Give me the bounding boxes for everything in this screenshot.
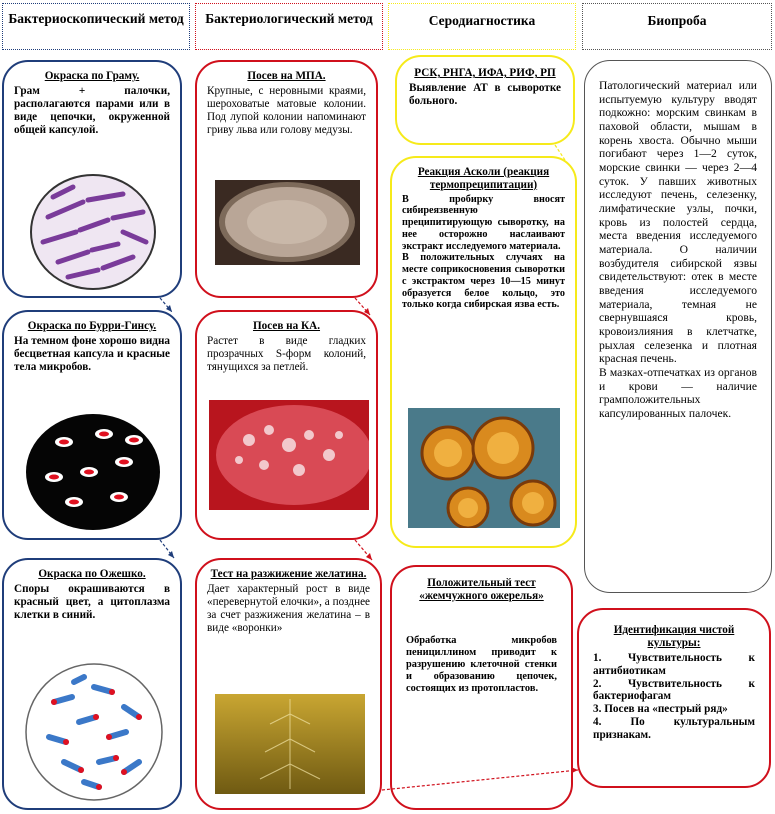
identification-item-2: 2. Чувствительность к бактериофагам	[593, 677, 755, 703]
mpa-text: Крупные, с неровными краями, шероховатые матовые колонии. Под лупой колонии напоминают гриву льва или голову медузы.	[207, 84, 366, 136]
mpa-title: Посев на МПА.	[247, 70, 326, 82]
burri-text: На темном фоне хорошо видна бесцветная капсула и красные тела микробов.	[14, 334, 170, 373]
ka-text: Растет в виде гладких прозрачных S-форм колоний, тянущихся за петлей.	[207, 334, 366, 373]
gelatin-text: Дает характерный рост в виде «перевернутой елочки», а позднее за счет разжижения желатина – в виде «воронки»	[207, 582, 370, 634]
bioassay-text-1: Патологический материал или испытуемую культуру вводят подкожно: морским свинкам в паховой области, мышам в корень хвоста. Обычно мыши погибают через 1—2 суток, морские свинки — через 2—4 суток. У павших животных исследуют печень, селезенку, лимфатические узлы, почки, кровь из полостей сердца, места введения исследуемого материала. О наличии возбудителя сибирской язвы свидетельствуют: отек в месте введения исследуемого материала, темная не свернувшаяся кровь, кровоизлияния в клетчатке, рыхлая селезенка и плотная красная печень.	[599, 79, 757, 366]
ascoli-text-2: В положительных случаях на месте соприкосновения сыворотки с экстрактом через 10—15 минут образуется белое кольцо, это только когда сибирская язва есть.	[402, 252, 565, 311]
header-serodiagnosis-label: Серодиагностика	[428, 13, 536, 28]
identification-item-4: 4. По культуральным признакам.	[593, 716, 755, 741]
pearl-text: Обработка микробов пенициллином приводит к разрушению клеточной стенки и образованию цепочек, состоящих из протопластов.	[406, 634, 557, 694]
ka-title: Посев на КА.	[252, 320, 321, 332]
ozheshko-title: Окраска по Ожешко.	[38, 568, 146, 580]
gelatin-title: Тест на разжижение желатина.	[210, 568, 367, 580]
gram-title: Окраска по Граму.	[44, 70, 140, 82]
header-bioassay-label: Биопроба	[647, 13, 707, 28]
burri-title: Окраска по Бурри-Гинсу.	[27, 320, 157, 332]
header-bacteriology-label: Бактериологический метод	[205, 11, 373, 26]
ozheshko-text: Споры окрашиваются в красный цвет, а цитоплазма клетки в синий.	[14, 582, 170, 621]
header-bacterioscopy-label: Бактериоскопический метод	[8, 11, 184, 26]
identification-item-1: 1. Чувствительность к антибиотикам	[593, 651, 755, 677]
sero-tests-text: Выявление АТ в сыворотке больного.	[409, 81, 561, 107]
sero-tests-title: РСК, РНГА, ИФА, РИФ, РП	[414, 67, 556, 79]
pearl-title: Положительный тест «жемчужного ожерелья»	[419, 577, 544, 602]
gram-text: Грам + палочки, располагаются парами или в виде цепочки, окруженной общей капсулой.	[14, 84, 170, 136]
identification-item-3: 3. Посев на «пестрый ряд»	[593, 703, 728, 716]
ascoli-text-1: В пробирку вносят сибиреязвенную преципитирующую сыворотку, на нее осторожно наслаивают экстракт исследуемого материала.	[402, 193, 565, 252]
ascoli-title: Реакция Асколи (реакция термопреципитации)	[417, 166, 550, 191]
bioassay-text-2: В мазках-отпечатках из органов и крови — наличие грамположительных капсулированных палочек.	[599, 366, 757, 421]
identification-title: Идентификация чистой культуры:	[613, 624, 735, 649]
